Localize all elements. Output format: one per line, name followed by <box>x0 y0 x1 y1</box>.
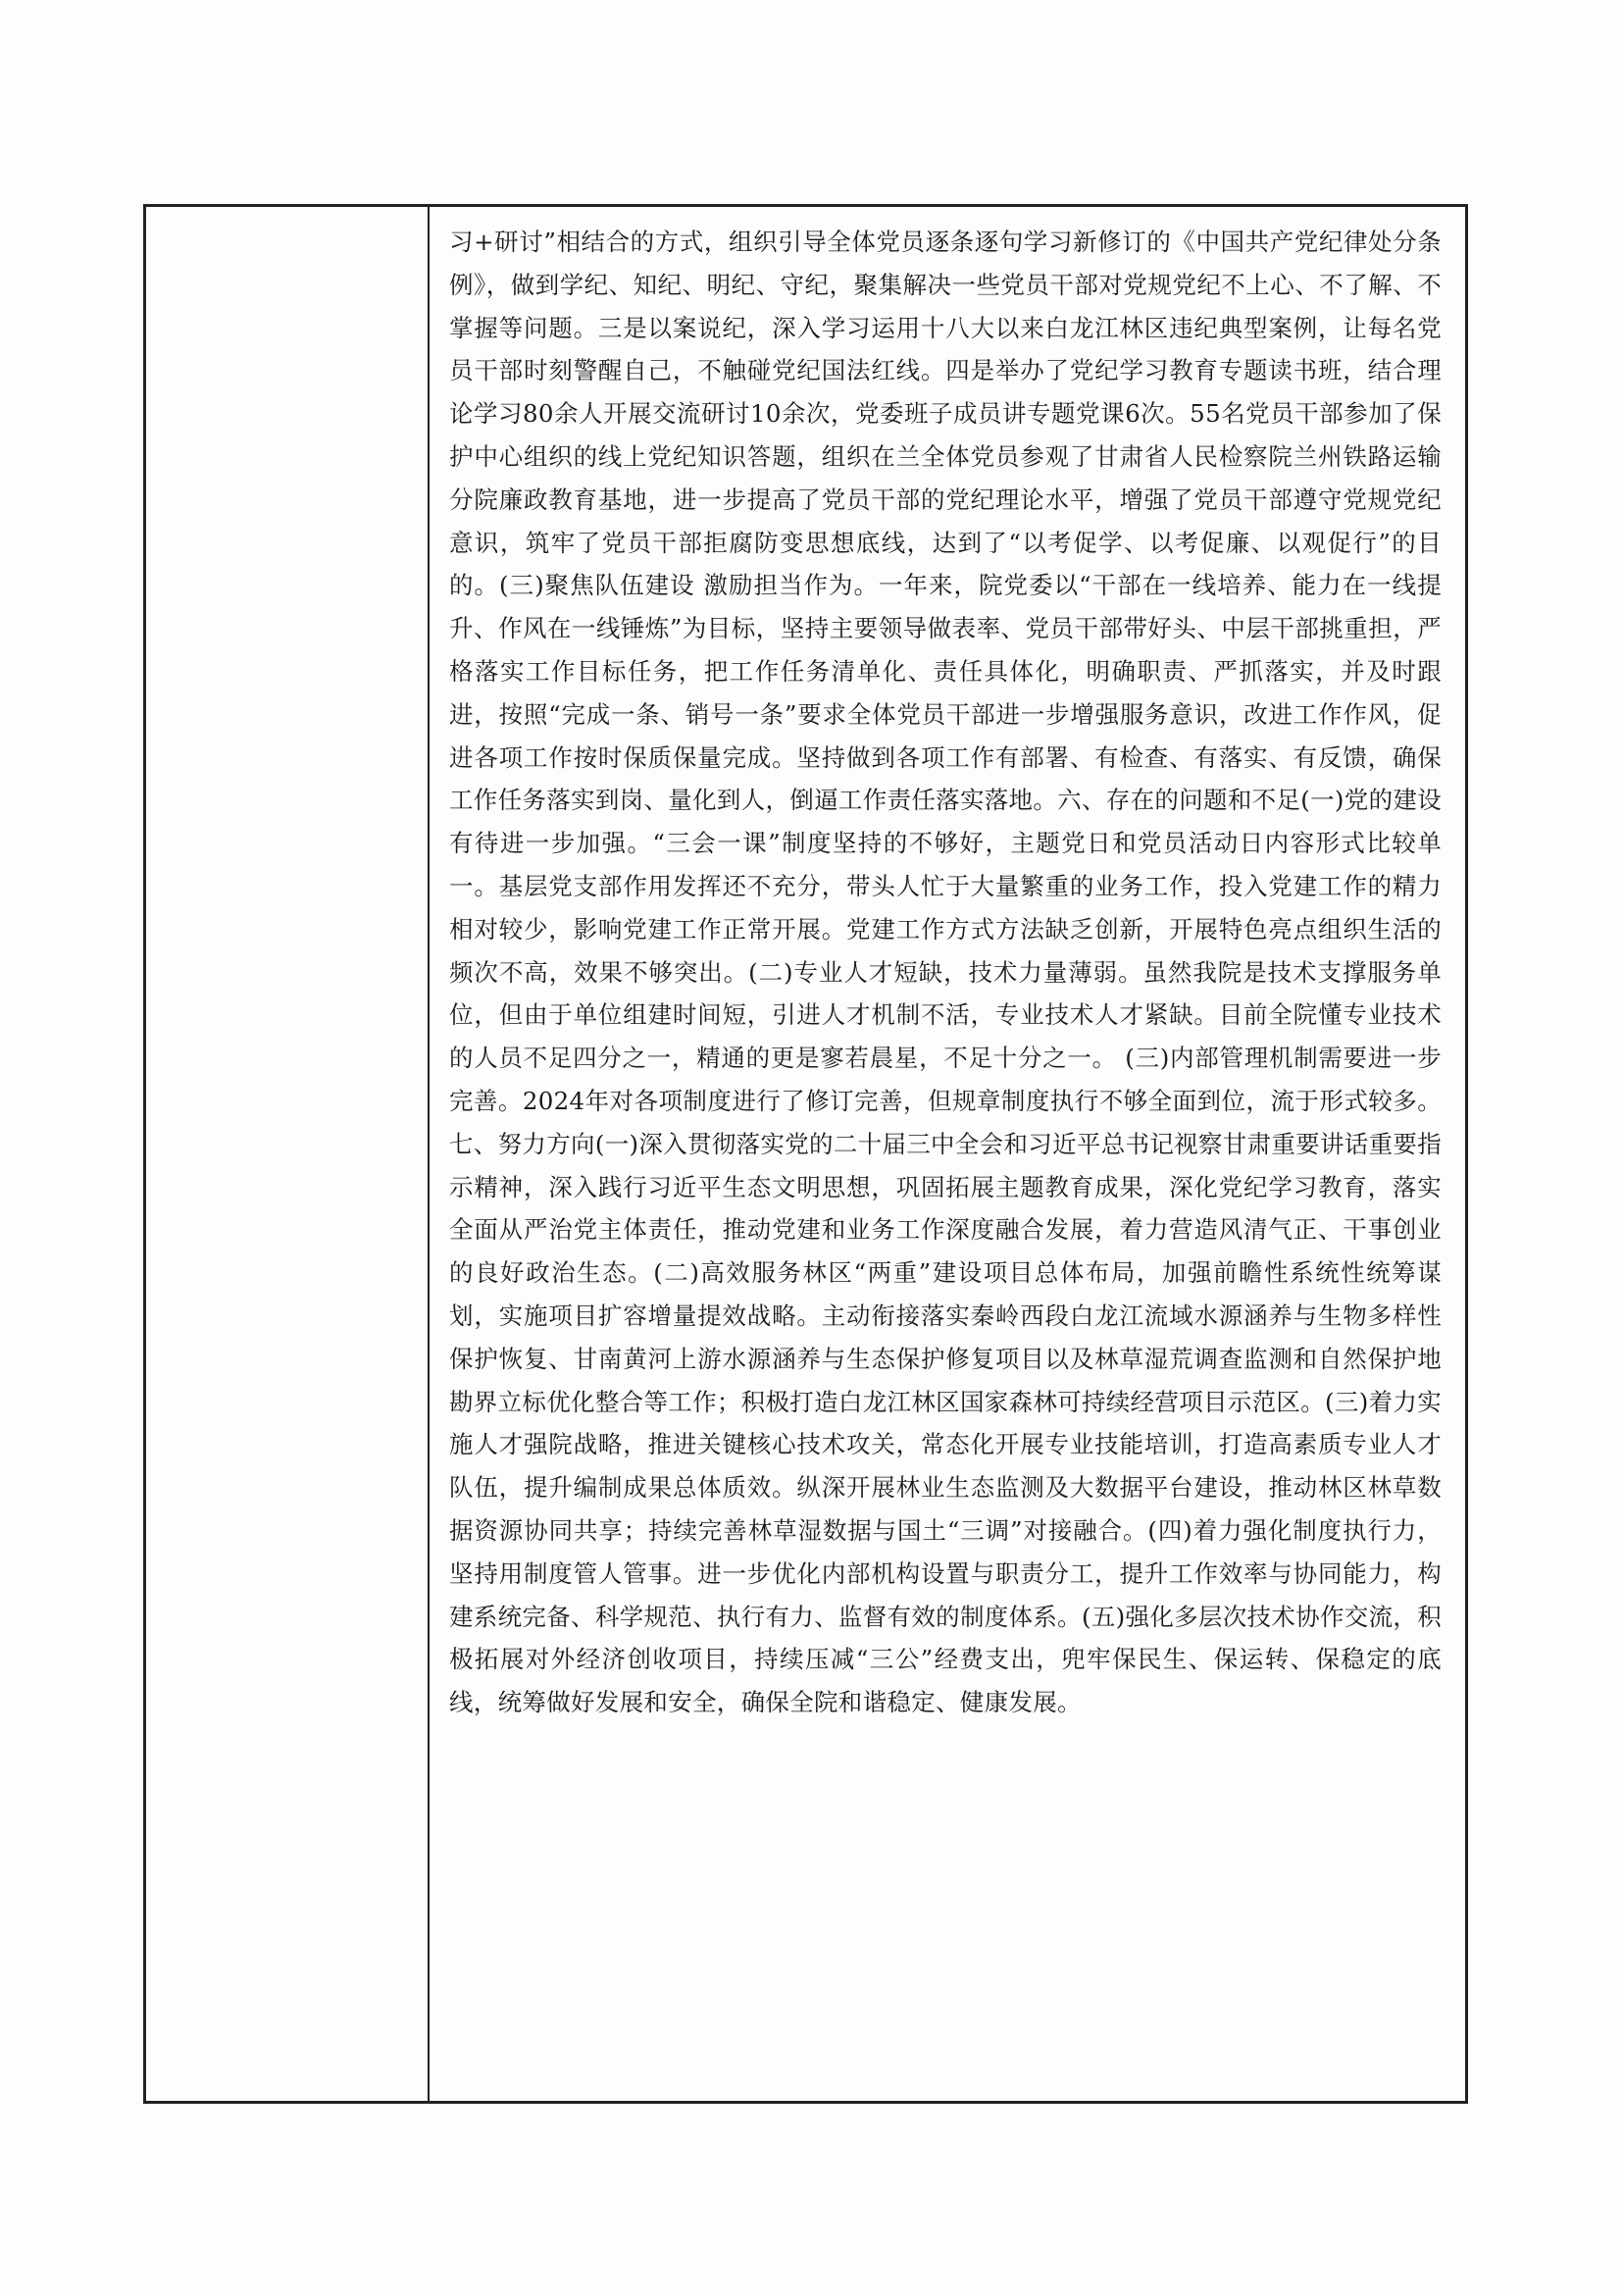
body-paragraph: 习+研讨”相结合的方式，组织引导全体党员逐条逐句学习新修订的《中国共产党纪律处分条例》，做到学纪、知纪、明纪、守纪，聚集解决一些党员干部对党规党纪不上心、不了解、不掌握等问题。三是以案说纪，深入学习运用十八大以来白龙江林区违纪典型案例，让每名党员干部时刻警醒自己，不触碰党纪国法红线。四是举办了党纪学习教育专题读书班，结合理论学习80余人开展交流研讨10余次，党委班子成员讲专题党课6次。55名党员干部参加了保护中心组织的线上党纪知识答题，组织在兰全体党员参观了甘肃省人民检察院兰州铁路运输分院廉政教育基地，进一步提高了党员干部的党纪理论水平，增强了党员干部遵守党规党纪意识，筑牢了党员干部拒腐防变思想底线，达到了“以考促学、以考促廉、以观促行”的目的。(三)聚焦队伍建设 激励担当作为。一年来，院党委以“干部在一线培养、能力在一线提升、作风在一线锤炼”为目标，坚持主要领导做表率、党员干部带好头、中层干部挑重担，严格落实工作目标任务，把工作任务清单化、责任具体化，明确职责、严抓落实，并及时跟进，按照“完成一条、销号一条”要求全体党员干部进一步增强服务意识，改进工作作风，促进各项工作按时保质保量完成。坚持做到各项工作有部署、有检查、有落实、有反馈，确保工作任务落实到岗、量化到人，倒逼工作责任落实落地。六、存在的问题和不足(一)党的建设有待进一步加强。“三会一课”制度坚持的不够好，主题党日和党员活动日内容形式比较单一。基层党支部作用发挥还不充分，带头人忙于大量繁重的业务工作，投入党建工作的精力相对较少，影响党建工作正常开展。党建工作方式方法缺乏创新，开展特色亮点组织生活的频次不高，效果不够突出。(二)专业人才短缺，技术力量薄弱。虽然我院是技术支撑服务单位，但由于单位组建时间短，引进人才机制不活，专业技术人才紧缺。目前全院懂专业技术的人员不足四分之一，精通的更是寥若晨星，不足十分之一。 (三)内部管理机制需要进一步完善。2024年对各项制度进行了修订完善，但规章制度执行不够全面到位，流于形式较多。七、努力方向(一)深入贯彻落实党的二十届三中全会和习近平总书记视察甘肃重要讲话重要指示精神，深入践行习近平生态文明思想，巩固拓展主题教育成果，深化党纪学习教育，落实全面从严治党主体责任，推动党建和业务工作深度融合发展，着力营造风清气正、干事创业的良好政治生态。(二)高效服务林区“两重”建设项目总体布局，加强前瞻性系统性统筹谋划，实施项目扩容增量提效战略。主动衔接落实秦岭西段白龙江流域水源涵养与生物多样性保护恢复、甘南黄河上游水源涵养与生态保护修复项目以及林草湿荒调查监测和自然保护地勘界立标优化整合等工作；积极打造白龙江林区国家森林可持续经营项目示范区。(三)着力实施人才强院战略，推进关键核心技术攻关，常态化开展专业技能培训，打造高素质专业人才队伍，提升编制成果总体质效。纵深开展林业生态监测及大数据平台建设，推动林区林草数据资源协同共享；持续完善林草湿数据与国土“三调”对接融合。(四)着力强化制度执行力，坚持用制度管人管事。进一步优化内部机构设置与职责分工，提升工作效率与协同能力，构建系统完备、科学规范、执行有力、监督有效的制度体系。(五)强化多层次技术协作交流，积极拓展对外经济创收项目，持续压减“三公”经费支出，兜牢保民生、保运转、保稳定的底线，统筹做好发展和安全，确保全院和谐稳定、健康发展。 <box>449 228 1442 1717</box>
form-table <box>143 204 1468 2104</box>
table-label-cell <box>146 207 430 2101</box>
table-content-cell <box>430 207 1465 2101</box>
